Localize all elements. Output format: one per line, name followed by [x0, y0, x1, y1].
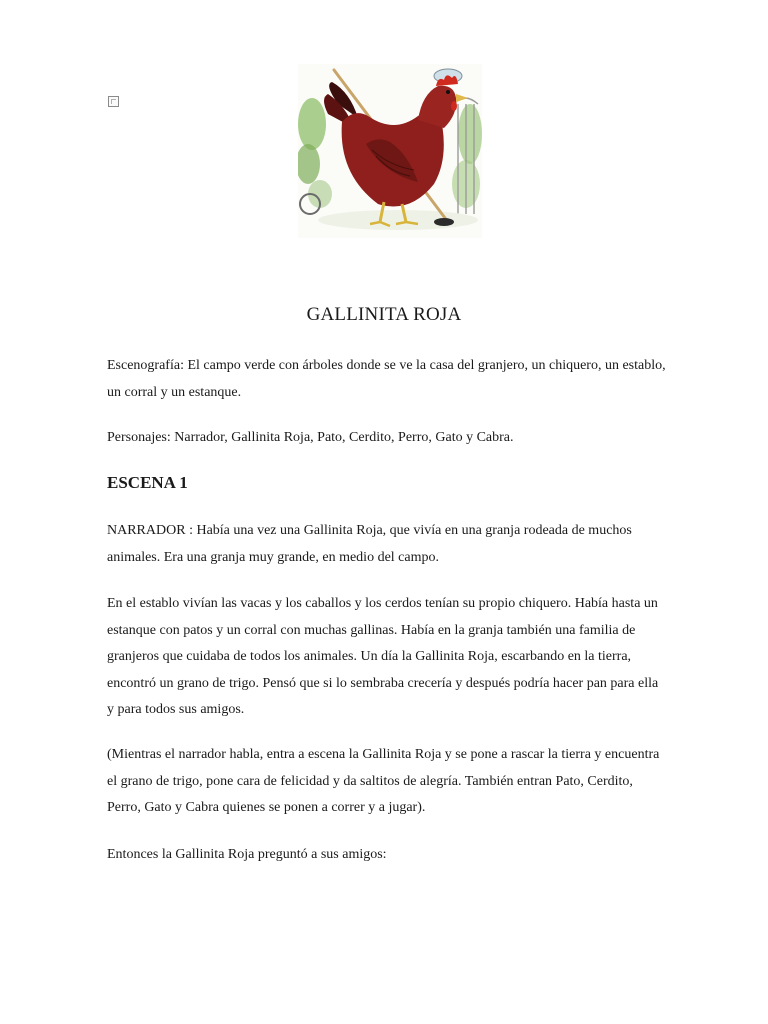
stage-direction-paragraph: (Mientras el narrador habla, entra a escena la Gallinita Roja y se pone a rascar la tierra y encuentra el grano de trigo, pone cara de felicidad y da saltitos de alegría. También entran Pato, Cerdito, Perro, Gato y Cabra quienes se ponen a correr y a jugar).	[107, 747, 660, 815]
escenografia-paragraph: Escenografía: El campo verde con árboles donde se ve la casa del granjero, un chiquero, un establo, un corral y un estanque.	[107, 358, 666, 400]
establo-paragraph: En el establo vivían las vacas y los caballos y los cerdos tenían su propio chiquero. Había hasta un estanque con patos y un corral con muchas gallinas. Había en la granja también una familia de granjeros que cuidaba de todos los animales. Un día la Gallinita Roja, escarbando en la tierra, encontró un grano de trigo. Pensó que si lo sembraba crecería y después podría hacer pan para ella y para todos sus amigos.	[107, 596, 659, 717]
narrador-paragraph: NARRADOR : Había una vez una Gallinita Roja, que vivía en una granja rodeada de muchos animales. Era una granja muy grande, en medio del campo.	[107, 523, 632, 565]
document-title: GALLINITA ROJA	[306, 304, 462, 325]
closing-paragraph: Entonces la Gallinita Roja preguntó a sus amigos:	[107, 847, 387, 862]
red-hen-illustration	[298, 64, 482, 238]
scene-heading: ESCENA 1	[107, 473, 188, 492]
personajes-paragraph: Personajes: Narrador, Gallinita Roja, Pato, Cerdito, Perro, Gato y Cabra.	[107, 430, 514, 445]
broken-image-icon	[108, 96, 119, 107]
